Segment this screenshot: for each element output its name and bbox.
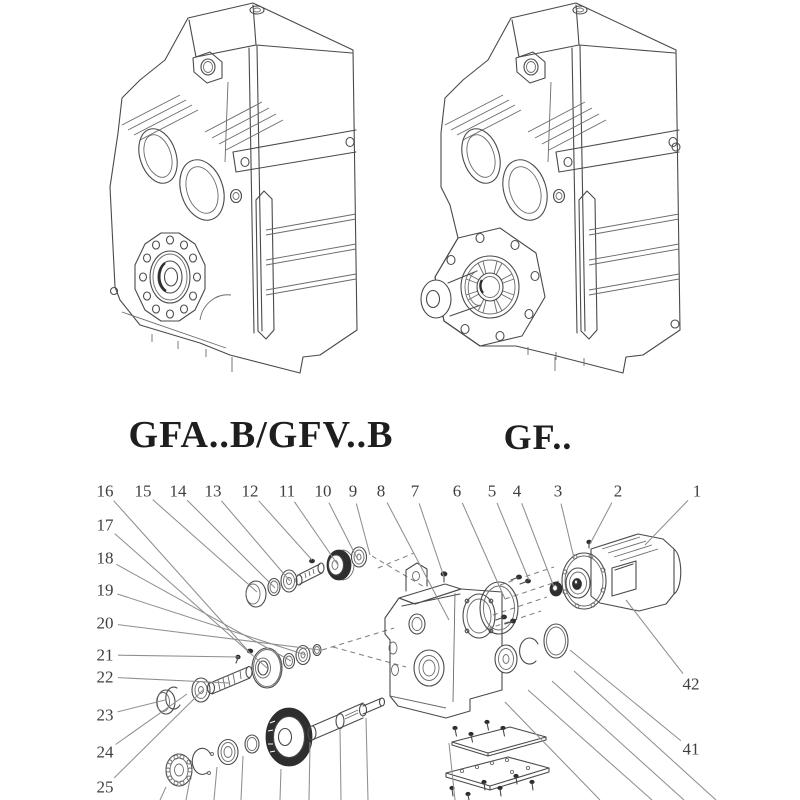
housing-cover-and-gasket — [446, 720, 549, 800]
seal-ring-stack — [495, 624, 568, 673]
gearbox-view-gfab — [110, 3, 357, 373]
callout-label-42: 42 — [682, 674, 700, 694]
truncated-leader-lines — [160, 671, 716, 800]
leader-line-41 — [570, 650, 681, 741]
intermediate-shaft-assembly — [157, 645, 322, 715]
callout-label-23: 23 — [96, 705, 114, 725]
callout-label-9: 9 — [348, 481, 358, 501]
caption-gf: GF.. — [503, 417, 573, 457]
output-flange-boss — [135, 233, 205, 321]
dashed-assembly-axes — [322, 553, 559, 667]
callout-label-6: 6 — [452, 481, 462, 501]
callouts-layer — [97, 482, 702, 797]
callout-label-13: 13 — [204, 481, 222, 501]
leader-line-18 — [116, 564, 291, 661]
snap-ring — [520, 638, 538, 664]
snap-ring — [192, 748, 211, 774]
rib-bar — [256, 191, 274, 339]
callout-label-25: 25 — [96, 777, 114, 797]
terminal-box — [612, 561, 636, 596]
callout-label-17: 17 — [96, 515, 114, 535]
callout-label-22: 22 — [96, 667, 114, 687]
callout-label-7: 7 — [410, 481, 420, 501]
exploded-parts-diagram — [97, 482, 717, 800]
callout-label-2: 2 — [613, 481, 623, 501]
caption-gfab: GFA..B/GFV..B — [128, 414, 394, 456]
leader-line-24 — [116, 694, 187, 744]
leader-line-12 — [259, 501, 312, 560]
flange-o-ring — [480, 582, 518, 634]
callout-label-1: 1 — [692, 481, 702, 501]
leader-line-11 — [294, 502, 338, 565]
callout-label-21: 21 — [96, 645, 114, 665]
gearbox-view-gf — [421, 3, 680, 373]
callout-label-11: 11 — [278, 481, 296, 501]
callout-label-10: 10 — [314, 481, 332, 501]
rib-bar — [579, 191, 597, 339]
leader-line-42 — [626, 600, 683, 674]
leader-line-14 — [187, 500, 275, 588]
eye-tab — [516, 52, 545, 83]
gear-housing — [385, 563, 502, 718]
callout-label-3: 3 — [553, 481, 563, 501]
callout-label-41: 41 — [682, 739, 700, 759]
leader-line-21 — [118, 655, 239, 657]
callout-label-14: 14 — [169, 481, 187, 501]
output-gear — [266, 708, 312, 766]
callout-label-16: 16 — [96, 481, 114, 501]
leader-line-20 — [118, 625, 320, 650]
slab-ribs — [266, 214, 356, 295]
output-flange-with-shaft — [421, 228, 545, 346]
callout-label-5: 5 — [487, 481, 497, 501]
leader-line-2 — [590, 502, 612, 544]
callout-label-12: 12 — [241, 481, 259, 501]
set-screw — [236, 655, 240, 663]
callout-label-8: 8 — [376, 481, 386, 501]
output-pinion-shaft — [308, 698, 385, 740]
callout-label-24: 24 — [96, 742, 114, 762]
flange-spokes — [466, 261, 514, 313]
slab-ribs — [589, 214, 679, 295]
leader-line-22 — [118, 678, 229, 683]
leader-line-1 — [645, 500, 688, 545]
motor-flange — [562, 553, 606, 609]
leader-line-6 — [462, 503, 505, 599]
leader-line-3 — [561, 504, 574, 558]
leader-line-15 — [153, 500, 257, 592]
callout-label-15: 15 — [134, 481, 152, 501]
leader-line-19 — [117, 594, 306, 655]
roller-bearing — [166, 754, 192, 786]
output-shaft-assembly — [166, 698, 385, 786]
callout-label-18: 18 — [96, 548, 114, 568]
shaft-bushing — [550, 582, 562, 596]
callout-label-20: 20 — [96, 613, 114, 633]
leader-line-5 — [497, 503, 529, 580]
callout-label-19: 19 — [96, 580, 114, 600]
callout-label-4: 4 — [512, 481, 522, 501]
eye-tab — [193, 52, 222, 83]
